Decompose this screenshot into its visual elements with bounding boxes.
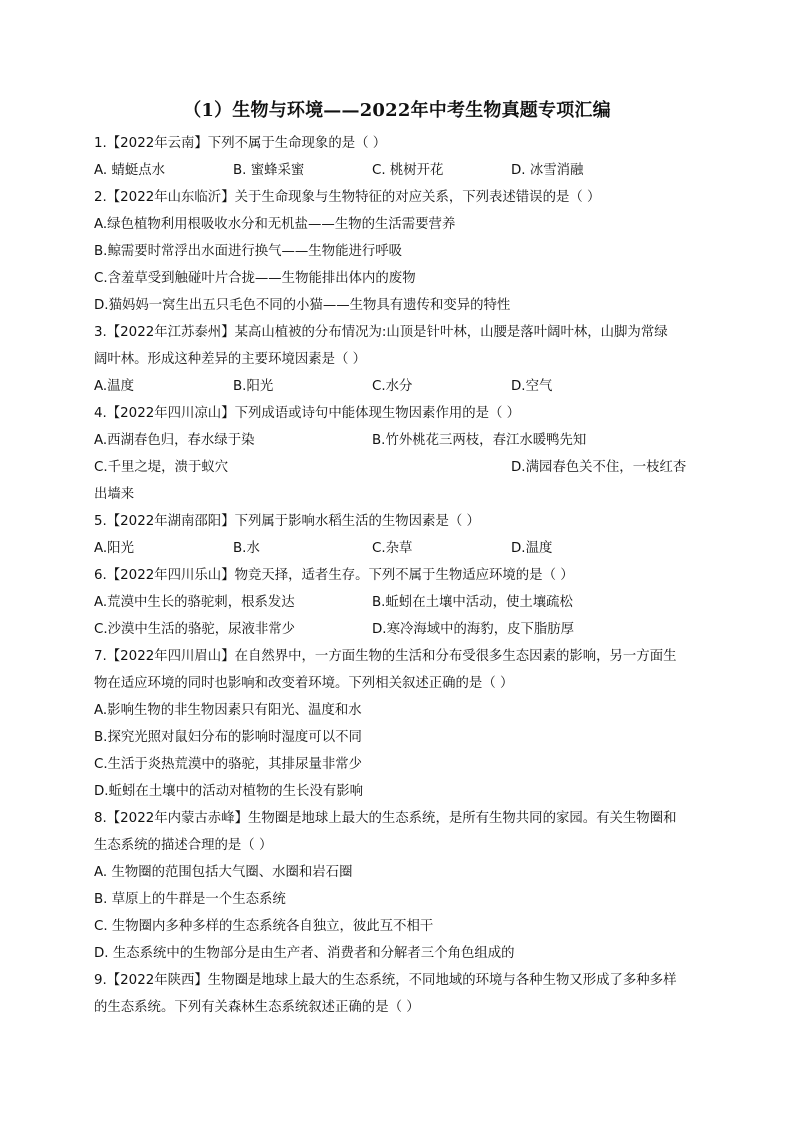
q4-option-c: C.千里之堤，溃于蚁穴 [94, 460, 229, 475]
q7-option-d: D.蚯蚓在土壤中的活动对植物的生长没有影响 [94, 784, 363, 799]
q3-option-a: A.温度 [94, 379, 134, 394]
q1-option-d: D. 冰雪消融 [511, 163, 584, 178]
q7-stem-line1: 7.【2022年四川眉山】在自然界中，一方面生物的生活和分布受很多生态因素的影响，另一方面生 [94, 649, 677, 664]
q1-option-b: B. 蜜蜂采蜜 [233, 163, 305, 178]
q6-option-d: D.寒冷海域中的海豹，皮下脂肪厚 [372, 622, 575, 637]
q2-option-c: C.含羞草受到触碰叶片合拢——生物能排出体内的废物 [94, 271, 416, 286]
q1-stem: 1.【2022年云南】下列不属于生命现象的是（ ） [94, 136, 387, 151]
q5-option-b: B.水 [233, 541, 260, 556]
q2-option-b: B.鲸需要时常浮出水面进行换气——生物能进行呼吸 [94, 244, 403, 259]
q8-option-d: D. 生态系统中的生物部分是由生产者、消费者和分解者三个角色组成的 [94, 946, 515, 961]
q4-option-d: D.满园春色关不住，一枝红杏 [511, 460, 687, 475]
q7-option-a: A.影响生物的非生物因素只有阳光、温度和水 [94, 703, 362, 718]
q8-stem-line2: 生态系统的描述合理的是（ ） [94, 838, 273, 853]
q3-option-c: C.水分 [372, 379, 413, 394]
q8-option-a: A. 生物圈的范围包括大气圈、水圈和岩石圈 [94, 865, 353, 880]
q6-option-a: A.荒漠中生长的骆驼刺，根系发达 [94, 595, 295, 610]
q3-option-b: B.阳光 [233, 379, 274, 394]
q4-option-d-continued: 出墙来 [94, 487, 135, 502]
q9-stem-line1: 9.【2022年陕西】生物圈是地球上最大的生态系统，不同地域的环境与各种生物又形成了多种多样 [94, 973, 677, 988]
q4-option-a: A.西湖春色归，春水绿于染 [94, 433, 255, 448]
q3-option-d: D.空气 [511, 379, 553, 394]
document-title: （1）生物与环境——2022年中考生物真题专项汇编 [183, 100, 611, 121]
q1-option-c: C. 桃树开花 [372, 163, 444, 178]
q5-option-c: C.杂草 [372, 541, 413, 556]
q5-option-a: A.阳光 [94, 541, 134, 556]
q5-option-d: D.温度 [511, 541, 553, 556]
q1-option-a: A. 蜻蜓点水 [94, 163, 165, 178]
q2-option-d: D.猫妈妈一窝生出五只毛色不同的小猫——生物具有遗传和变异的特性 [94, 298, 511, 313]
q8-option-b: B. 草原上的牛群是一个生态系统 [94, 892, 286, 907]
q6-stem: 6.【2022年四川乐山】物竞天择，适者生存。下列不属于生物适应环境的是（ ） [94, 568, 574, 583]
q4-stem: 4.【2022年四川凉山】下列成语或诗句中能体现生物因素作用的是（ ） [94, 406, 521, 421]
q2-option-a: A.绿色植物利用根吸收水分和无机盐——生物的生活需要营养 [94, 217, 456, 232]
q5-stem: 5.【2022年湖南邵阳】下列属于影响水稻生活的生物因素是（ ） [94, 514, 480, 529]
q8-option-c: C. 生物圈内多种多样的生态系统各自独立，彼此互不相干 [94, 919, 434, 934]
q4-option-b: B.竹外桃花三两枝，春江水暖鸭先知 [372, 433, 587, 448]
q3-stem-line1: 3.【2022年江苏泰州】某高山植被的分布情况为:山顶是针叶林，山腰是落叶阔叶林，山脚为常绿 [94, 325, 668, 340]
q9-stem-line2: 的生态系统。下列有关森林生态系统叙述正确的是（ ） [94, 1000, 420, 1015]
q2-stem: 2.【2022年山东临沂】关于生命现象与生物特征的对应关系，下列表述错误的是（ ） [94, 190, 601, 205]
q6-option-c: C.沙漠中生活的骆驼，尿液非常少 [94, 622, 296, 637]
q7-stem-line2: 物在适应环境的同时也影响和改变着环境。下列相关叙述正确的是（ ） [94, 676, 514, 691]
q7-option-c: C.生活于炎热荒漠中的骆驼，其排尿量非常少 [94, 757, 363, 772]
q6-option-b: B.蚯蚓在土壤中活动，使土壤疏松 [372, 595, 573, 610]
q8-stem-line1: 8.【2022年内蒙古赤峰】生物圈是地球上最大的生态系统，是所有生物共同的家园。有关生物圈和 [94, 811, 677, 826]
q7-option-b: B.探究光照对鼠妇分布的影响时湿度可以不同 [94, 730, 362, 745]
q3-stem-line2: 阔叶林。形成这种差异的主要环境因素是（ ） [94, 352, 367, 367]
